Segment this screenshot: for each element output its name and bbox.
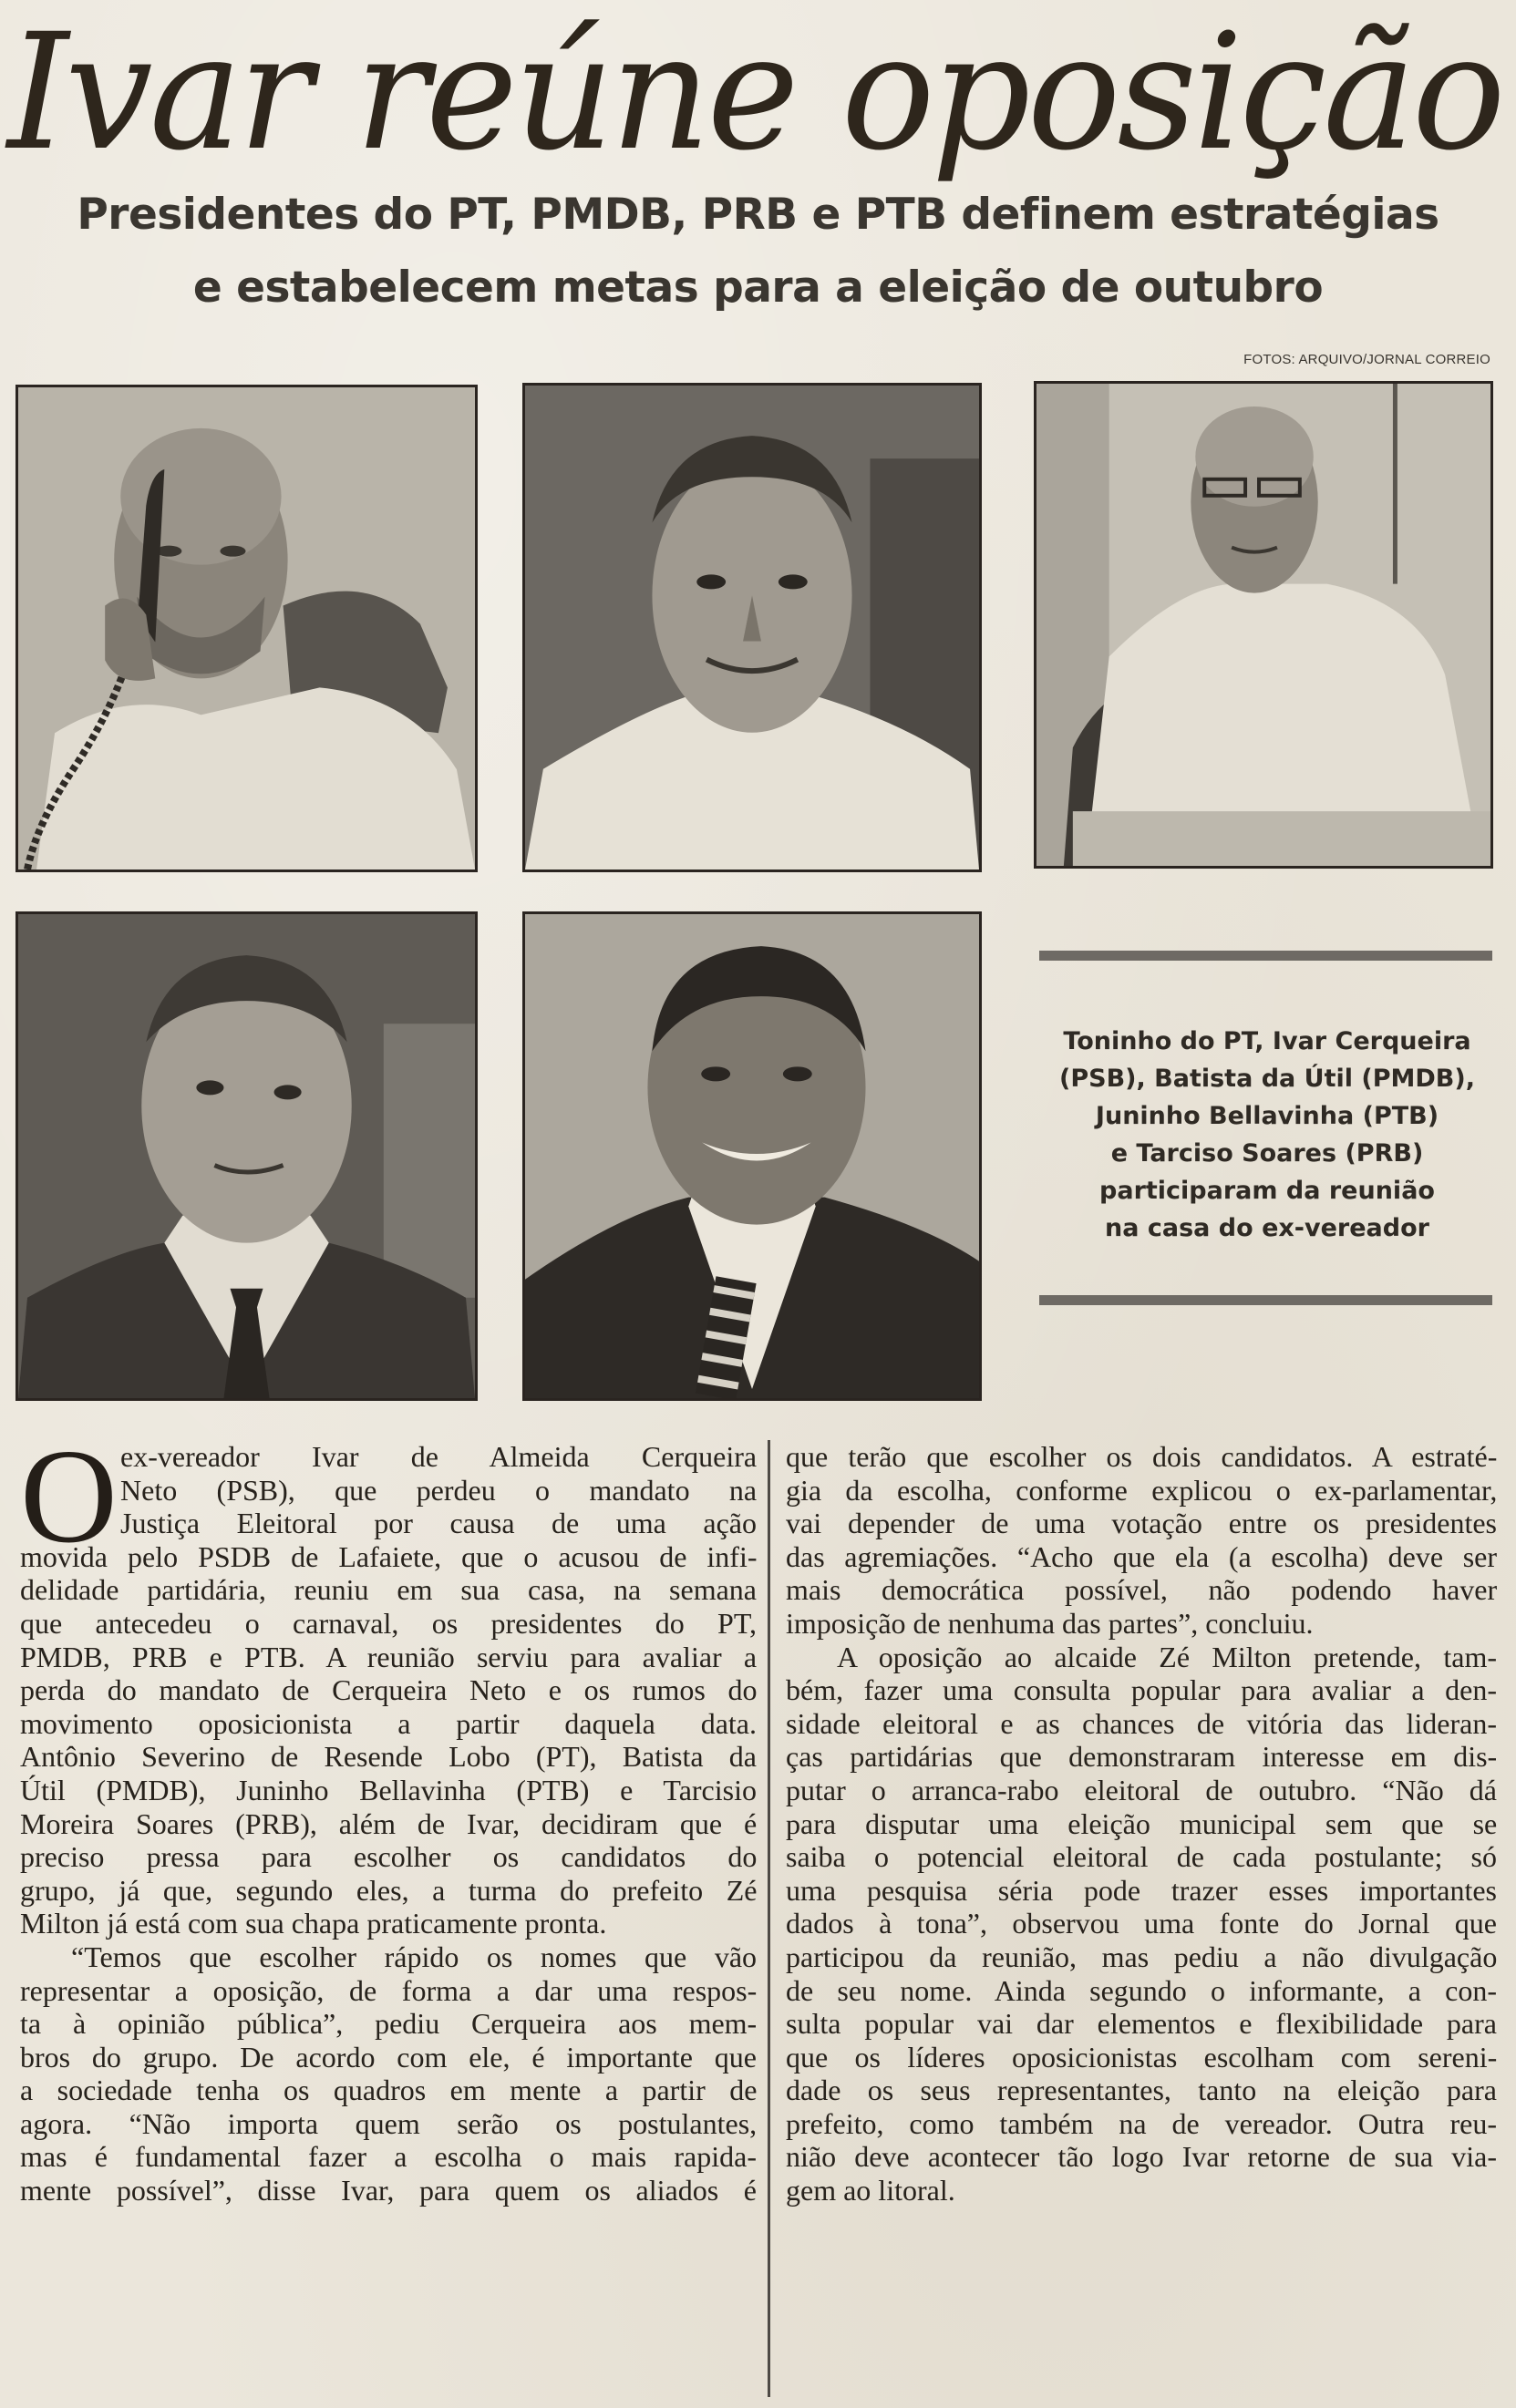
body-line: “Temos que escolher rápido os nomes que vão xyxy=(71,1940,758,1973)
photo-man-on-phone xyxy=(15,385,478,872)
body-line: mas é fundamental fazer a escolha o mais rapida- xyxy=(20,2140,757,2174)
body-line: nião deve acontecer tão logo Ivar retorne de sua via- xyxy=(786,2140,1497,2174)
body-column-right xyxy=(786,1440,1497,2207)
body-line: mente possível”, disse Ivar, para quem os aliados é xyxy=(20,2174,757,2207)
dropcap: O xyxy=(20,1422,118,1571)
body-line: sidade eleitoral e as chances de vitória das lideran- xyxy=(786,1706,1497,1740)
portrait-image xyxy=(18,387,475,870)
right-column-lines xyxy=(786,1440,1497,2207)
body-line: Neto (PSB), que perdeu o mandato na xyxy=(120,1473,758,1507)
body-line: das agremiações. “Acho que ela (a escolha) deve ser xyxy=(786,1539,1497,1573)
body-line: ta à opinião pública”, pediu Cerqueira aos mem- xyxy=(20,2007,758,2041)
column-rule xyxy=(768,1440,770,2397)
portrait-image xyxy=(525,386,979,870)
body-line: que antecedeu o carnaval, os presidentes do PT, xyxy=(20,1606,757,1640)
body-line: PMDB, PRB e PTB. A reunião serviu para avaliar a xyxy=(20,1640,758,1673)
photo-credit: FOTOS: ARQUIVO/JORNAL CORREIO xyxy=(1243,352,1490,367)
body-line: dados à tona”, observou uma fonte do Jornal que xyxy=(786,1907,1497,1940)
body-line: perda do mandato de Cerqueira Neto e os rumos do xyxy=(20,1673,758,1707)
body-line: bém, fazer uma consulta popular para avaliar a den- xyxy=(786,1673,1497,1707)
body-line: ex-vereador Ivar de Almeida Cerqueira xyxy=(120,1440,758,1473)
caption-rule-bottom xyxy=(1039,1295,1492,1305)
portrait-image xyxy=(1036,384,1490,866)
body-line: uma pesquisa séria pode trazer esses importantes xyxy=(786,1873,1497,1907)
body-column-left xyxy=(20,1422,758,2207)
body-line: saiba o potencial eleitoral de cada postulante; só xyxy=(786,1840,1497,1874)
portrait-image xyxy=(525,914,979,1398)
body-line: vai depender de uma votação entre os presidentes xyxy=(786,1507,1497,1540)
body-line: prefeito, como também na de vereador. Outra reu- xyxy=(786,2106,1497,2140)
caption-line: Juninho Bellavinha (PTB) xyxy=(1095,1102,1439,1130)
body-line: Moreira Soares (PRB), além de Ivar, decidiram que é xyxy=(20,1806,758,1840)
body-line: que os líderes oposicionistas escolham com sereni- xyxy=(786,2040,1498,2074)
body-line: agora. “Não importa quem serão os postulantes, xyxy=(20,2106,758,2140)
caption-rule-top xyxy=(1039,951,1492,961)
body-line: preciso pressa para escolher os candidatos do xyxy=(20,1840,758,1874)
caption-line: e Tarciso Soares (PRB) xyxy=(1110,1139,1424,1168)
body-line: delidade partidária, reuniu em sua casa, na semana xyxy=(20,1573,757,1607)
photo-caption-box xyxy=(1039,948,1495,1308)
body-line: Útil (PMDB), Juninho Bellavinha (PTB) e Tarcisio xyxy=(20,1773,757,1806)
left-column-lines xyxy=(20,1422,758,2207)
headline: Ivar reúne oposição xyxy=(7,0,1502,186)
body-line: para disputar uma eleição municipal sem que se xyxy=(786,1806,1498,1840)
body-line: bros do grupo. De acordo com ele, é importante que xyxy=(20,2040,757,2074)
photo-man-suit-tie xyxy=(15,911,478,1401)
subtitle-line: e estabelecem metas para a eleição de outubro xyxy=(192,262,1324,313)
body-line: sulta popular vai dar elementos e flexibilidade para xyxy=(786,2007,1497,2041)
body-line: participou da reunião, mas pediu a não divulgação xyxy=(786,1940,1498,1973)
body-line: movida pelo PSDB de Lafaiete, que o acusou de infi- xyxy=(20,1539,758,1573)
portrait-image xyxy=(18,914,475,1398)
article-body xyxy=(20,1422,1498,2406)
body-line: que terão que escolher os dois candidatos. A estraté- xyxy=(786,1440,1498,1473)
body-line: grupo, já que, segundo eles, a turma do prefeito Zé xyxy=(20,1873,758,1907)
body-line: dade os seus representantes, tanto na eleição para xyxy=(786,2074,1497,2107)
caption-line: (PSB), Batista da Útil (PMDB), xyxy=(1059,1065,1475,1093)
photo-man-smiling xyxy=(522,383,982,872)
photo-man-glasses-seated xyxy=(1034,381,1493,869)
body-line: imposição de nenhuma das partes”, concluiu. xyxy=(786,1606,1314,1640)
body-line: gem ao litoral. xyxy=(786,2174,955,2207)
caption-line: Toninho do PT, Ivar Cerqueira xyxy=(1063,1027,1471,1055)
body-line: A oposição ao alcaide Zé Milton pretende, tam- xyxy=(837,1640,1497,1673)
body-line: movimento oposicionista a partir daquela data. xyxy=(20,1706,757,1740)
body-line: a sociedade tenha os quadros em mente a partir de xyxy=(20,2074,758,2107)
body-line: putar o arranca-rabo eleitoral de outubro. “Não dá xyxy=(786,1773,1497,1806)
photo-caption xyxy=(1039,1023,1495,1247)
caption-line: na casa do ex-vereador xyxy=(1105,1214,1429,1242)
body-line: Milton já está com sua chapa praticamente pronta. xyxy=(20,1907,607,1940)
caption-line: participaram da reunião xyxy=(1099,1177,1435,1205)
body-line: ças partidárias que demonstraram interesse em dis- xyxy=(786,1740,1498,1774)
body-line: gia da escolha, conforme explicou o ex-parlamentar, xyxy=(786,1473,1498,1507)
subtitle-line: Presidentes do PT, PMDB, PRB e PTB definem estratégias xyxy=(77,190,1439,240)
body-line: Antônio Severino de Resende Lobo (PT), Batista da xyxy=(20,1740,757,1774)
body-line: representar a oposição, de forma a dar uma respos- xyxy=(20,1973,758,2007)
body-line: mais democrática possível, não podendo haver xyxy=(786,1573,1498,1607)
body-line: de seu nome. Ainda segundo o informante, a con- xyxy=(786,1973,1497,2007)
subtitle xyxy=(0,179,1516,324)
photo-man-striped-tie xyxy=(522,911,982,1401)
body-line: Justiça Eleitoral por causa de uma ação xyxy=(120,1507,757,1540)
